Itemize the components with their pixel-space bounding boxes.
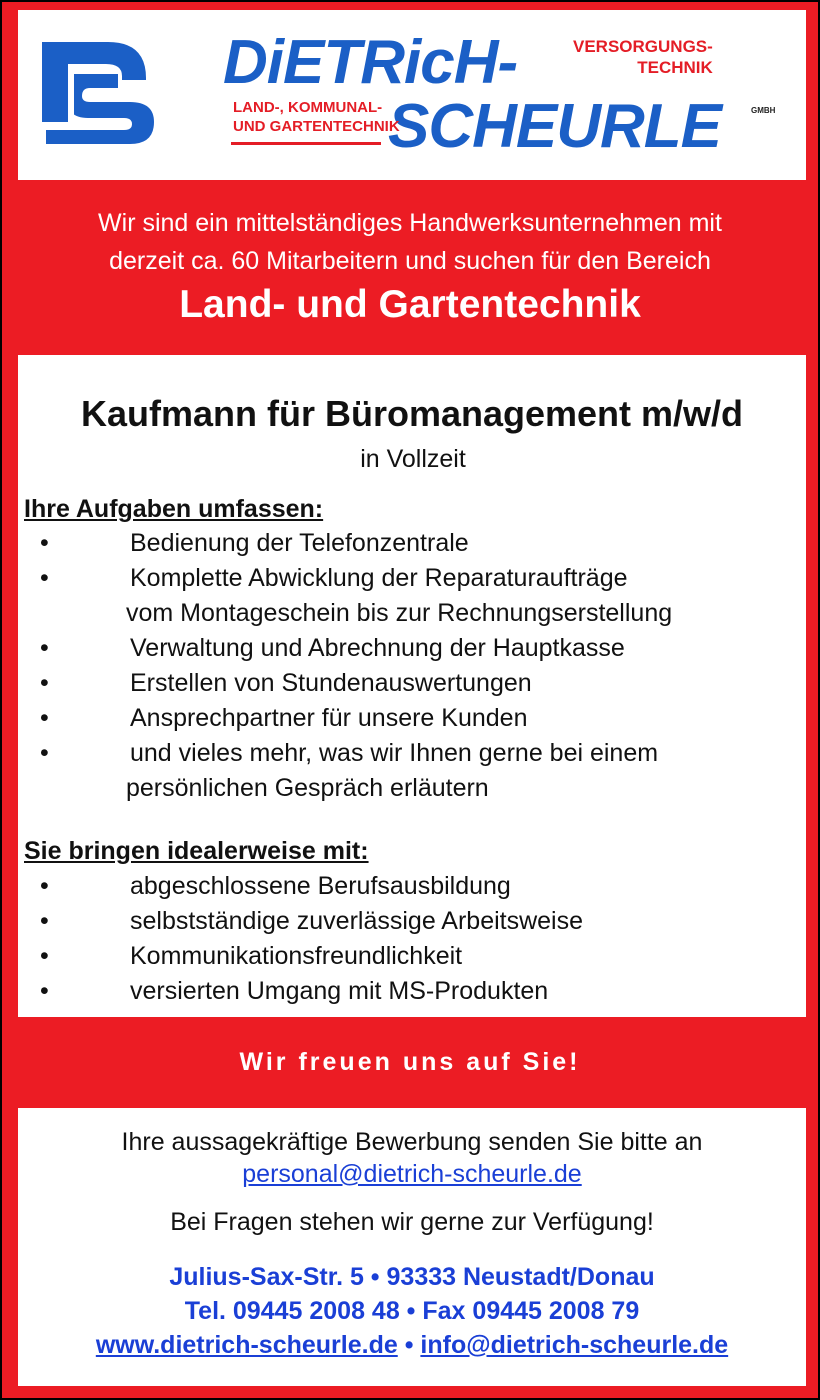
intro-line1: Wir sind ein mittelständiges Handwerksunternehmen mit [98,209,722,237]
list-item-text: Ansprechpartner für unsere Kunden [130,704,528,732]
tagline-left [233,98,400,136]
slogan: Wir freuen uns auf Sie! [239,1048,581,1076]
list-item [40,561,800,631]
list-item-text: Komplette Abwicklung der Reparaturaufträge [130,564,628,592]
job-title: Kaufmann für Büromanagement m/w/d [80,393,744,434]
list-item-continuation: vom Montageschein bis zur Rechnungserstellung [126,599,673,627]
bullet-icon: • [40,739,49,767]
list-item [40,526,800,561]
list-item-text: Kommunikationsfreundlichkeit [130,942,463,970]
bullet-icon: • [40,872,49,900]
list-item-text: selbstständige zuverlässige Arbeitsweise [130,907,584,935]
list-item [40,701,800,736]
list-item [40,869,800,904]
list-item [40,736,800,806]
web-email-row [18,1331,806,1360]
apply-text: Ihre aussagekräftige Bewerbung senden Sie bitte an [121,1128,703,1156]
bullet-icon: • [40,669,49,697]
list-item-continuation: persönlichen Gespräch erläutern [126,774,489,802]
info-email-link[interactable]: info@dietrich-scheurle.de [420,1331,729,1359]
legal-form: GMBH [751,106,776,115]
list-item-text: versierten Umgang mit MS-Produkten [130,977,549,1005]
tagline-left-line1: LAND-, KOMMUNAL- [233,99,383,116]
separator: • [397,1331,421,1359]
street-address: Julius-Sax-Str. 5 • 93333 Neustadt/Donau [169,1263,655,1291]
job-panel [18,355,806,1017]
list-item [40,666,800,701]
bullet-icon: • [40,942,49,970]
list-item-text: Erstellen von Stundenauswertungen [130,669,532,697]
bullet-icon: • [40,634,49,662]
list-item-text: Verwaltung und Abrechnung der Hauptkasse [130,634,625,662]
department-heading: Land- und Gartentechnik [179,283,641,326]
intro-line2: derzeit ca. 60 Mitarbeitern und suchen für den Bereich [109,247,711,275]
tasks-list [40,526,800,806]
brand-name-bottom: SCHEURLE [388,92,722,161]
tagline-right-line2: TECHNIK [637,58,713,77]
bullet-icon: • [40,529,49,557]
list-item [40,939,800,974]
list-item-text: Bedienung der Telefonzentrale [130,529,469,557]
list-item [40,904,800,939]
bullet-icon: • [40,704,49,732]
list-item-text: abgeschlossene Berufsausbildung [130,872,511,900]
logo-panel [18,10,806,180]
questions-text: Bei Fragen stehen wir gerne zur Verfügung! [170,1208,654,1236]
tagline-right [573,36,713,78]
bullet-icon: • [40,907,49,935]
job-type: in Vollzeit [360,445,466,473]
list-item [40,631,800,666]
tagline-underline [231,142,381,145]
bullet-icon: • [40,977,49,1005]
phone-fax: Tel. 09445 2008 48 • Fax 09445 2008 79 [184,1297,640,1325]
skills-heading: Sie bringen idealerweise mit: [24,837,369,865]
tagline-left-line2: UND GARTENTECHNIK [233,118,400,135]
contact-panel [18,1108,806,1386]
tagline-right-line1: VERSORGUNGS- [573,37,713,56]
website-link[interactable]: www.dietrich-scheurle.de [95,1331,398,1359]
list-item [40,974,800,1009]
apply-email-link[interactable]: personal@dietrich-scheurle.de [242,1160,582,1188]
ds-monogram-logo [38,38,158,148]
bullet-icon: • [40,564,49,592]
list-item-text: und vieles mehr, was wir Ihnen gerne bei einem [130,739,659,767]
skills-list [40,869,800,1009]
brand-name-top: DiETRicH- [223,28,518,97]
tasks-heading: Ihre Aufgaben umfassen: [24,495,324,523]
